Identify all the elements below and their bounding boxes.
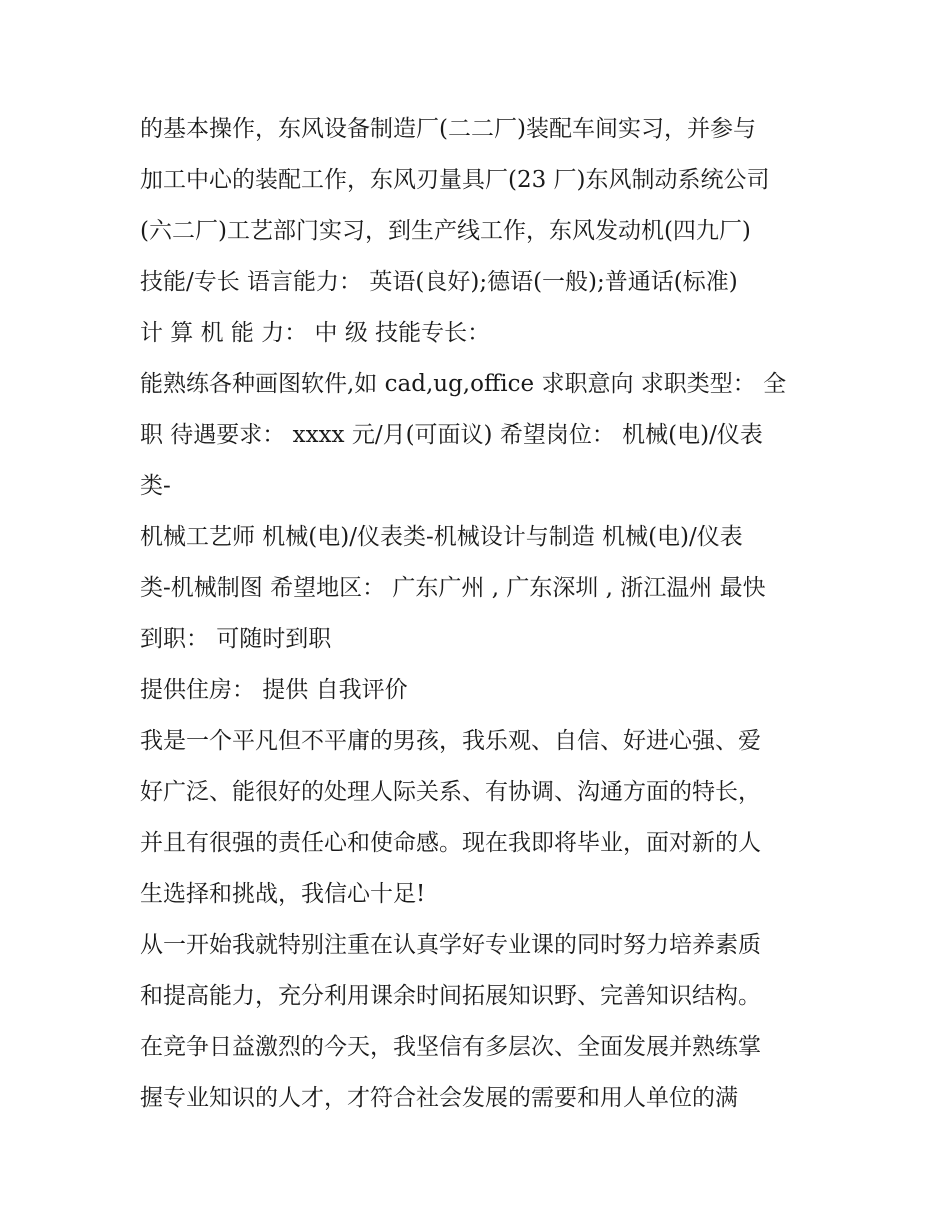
text-line: 从一开始我就特别注重在认真学好专业课的同时努力培养素质: [140, 932, 761, 958]
text-line: 机械工艺师 机械(电)/仪表类-机械设计与制造 机械(电)/仪表: [140, 524, 743, 550]
text-line: (六二厂)工艺部门实习，到生产线工作，东风发动机(四九厂): [140, 218, 751, 244]
text-line: 技能/专长 语言能力： 英语(良好);德语(一般);普通话(标准): [140, 269, 738, 295]
text-line: 提供住房： 提供 自我评价: [140, 677, 408, 703]
text-line: 和提高能力，充分利用课余时间拓展知识野、完善知识结构。: [140, 983, 761, 1009]
text-line: 类-: [140, 473, 171, 499]
text-line: 好广泛、能很好的处理人际关系、有协调、沟通方面的特长，: [140, 779, 761, 805]
text-line: 职 待遇要求： xxxx 元/月(可面议) 希望岗位： 机械(电)/仪表: [140, 422, 763, 448]
text-line: 类-机械制图 希望地区： 广东广州 , 广东深圳 , 浙江温州 最快: [140, 575, 766, 601]
text-line: 我是一个平凡但不平庸的男孩，我乐观、自信、好进心强、爱: [140, 728, 761, 754]
text-line: 到职： 可随时到职: [140, 626, 332, 652]
text-line: 并且有很强的责任心和使命感。现在我即将毕业，面对新的人: [140, 830, 761, 856]
text-line: 计 算 机 能 力： 中 级 技能专长：: [140, 320, 491, 346]
text-line: 握专业知识的人才，才符合社会发展的需要和用人单位的满: [140, 1085, 738, 1111]
text-line: 在竞争日益激烈的今天，我坚信有多层次、全面发展并熟练掌: [140, 1034, 761, 1060]
text-line: 生选择和挑战，我信心十足!: [140, 881, 426, 907]
text-line: 能熟练各种画图软件,如 cad,ug,office 求职意向 求职类型： 全: [140, 371, 787, 397]
text-line: 的基本操作，东风设备制造厂(二二厂)装配车间实习，并参与: [140, 116, 756, 142]
text-line: 加工中心的装配工作，东风刃量具厂(23 厂)东风制动系统公司: [140, 167, 770, 193]
